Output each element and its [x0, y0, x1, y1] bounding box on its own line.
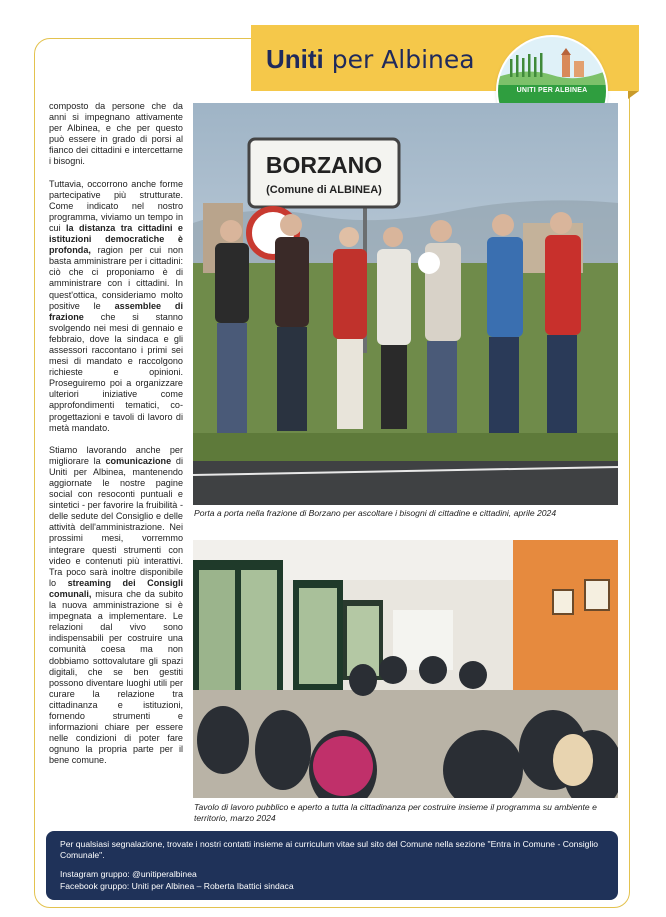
p3-bold-d: streaming dei Consigli comunali, [49, 577, 183, 599]
brand-rest: per Albinea [323, 45, 475, 74]
header-fold [628, 91, 639, 99]
p2-bold-b: la distanza tra cittadini e istituzioni democratiche è profonda, [49, 222, 183, 256]
p3-text-e: misura che da subito la nuova amministrazione si è impegnata a implementare. Le relazioni dal vivo sono indispensabili per costruire una comunità coesa ma non dobbiamo sottovalutare gli spazi digitali, che se ben gestiti possono diventare luoghi utili per curare la relazione tra cittadinanza e istituzioni, fornendo strumenti e informazioni chiare per essere nelle condizioni di poter fare ognuno la propria parte per il bene comune. [49, 588, 183, 766]
contact-line: Per qualsiasi segnalazione, trovate i nostri contatti insieme ai curriculum vitae sul sito del Comune nella sezione "Entra in Comune - Consiglio Comunale". [60, 839, 599, 861]
sign-line-2: (Comune di ALBINEA) [266, 184, 382, 196]
photo-borzano-group [193, 103, 618, 505]
p3-text-a: Stiamo lavorando anche per migliorare la [49, 444, 183, 466]
p2-text-e: che si stanno svolgendo nei mesi di gennaio e febbraio, dove la sindaca e gli assessori raccontano i primi sei mesi di mandato e raccolgono richieste e opinioni. Proseguiremo poi a organizzare ulteriori iniziative come approfondimenti tematici, co-progettazioni e tavoli di lavoro di metà mandato. [49, 311, 183, 433]
article-paragraph-3 [49, 445, 183, 767]
p2-text-c: ragion per cui non basta amministrare per i cittadini: ciò che ci proponiamo è di amministrare con i cittadini. In quest'ottica, consideriamo molto positive le [49, 245, 183, 311]
p1-text: composto da persone che da anni si impegnano attivamente per Albinea, e che per questo può essere in grado di porsi al fianco dei cittadini e intercettarne i bisogni. [49, 101, 183, 167]
p3-text-c: di Uniti per Albinea, mantenendo aggiornate le nostre pagine social con resoconti puntuali e sintetici - per favorire la fruibilità - delle sedute del Consiglio e delle attività dell'amministrazione. Nei prossimi mesi, vorremmo integrare questi strumenti con video e contenuti più interattivi. Tra poco sarà inoltre disponibile lo [49, 455, 184, 588]
contact-info-box [46, 831, 618, 900]
p3-bold-b: comunicazione [105, 455, 172, 466]
article-paragraph-1 [49, 101, 183, 168]
logo-top-text: UNITI PER ALBINEA [516, 87, 588, 94]
photo-public-meeting [193, 540, 618, 798]
caption-photo-2: Tavolo di lavoro pubblico e aperto a tutta la cittadinanza per costruire insieme il programma su ambiente e territorio, marzo 2024 [194, 802, 597, 823]
instagram-line: Instagram gruppo: @unitiperalbinea [60, 869, 197, 880]
article-column [49, 101, 183, 777]
p2-text-a: Tuttavia, occorrono anche forme partecipative più strutturate. Come indicato nel nostro programma, viviamo un tempo in cui [49, 178, 183, 233]
p2-bold-d: assemblee di frazione [49, 300, 184, 322]
sign-line-1: BORZANO [265, 152, 383, 178]
article-paragraph-2 [49, 179, 183, 434]
brand-bold: Uniti [266, 44, 324, 74]
facebook-line: Facebook gruppo: Uniti per Albinea – Roberta Ibattici sindaca [60, 880, 294, 891]
brand-title [266, 44, 475, 75]
caption-photo-1: Porta a porta nella frazione di Borzano per ascoltare i bisogni di cittadine e cittadini, aprile 2024 [194, 508, 557, 518]
